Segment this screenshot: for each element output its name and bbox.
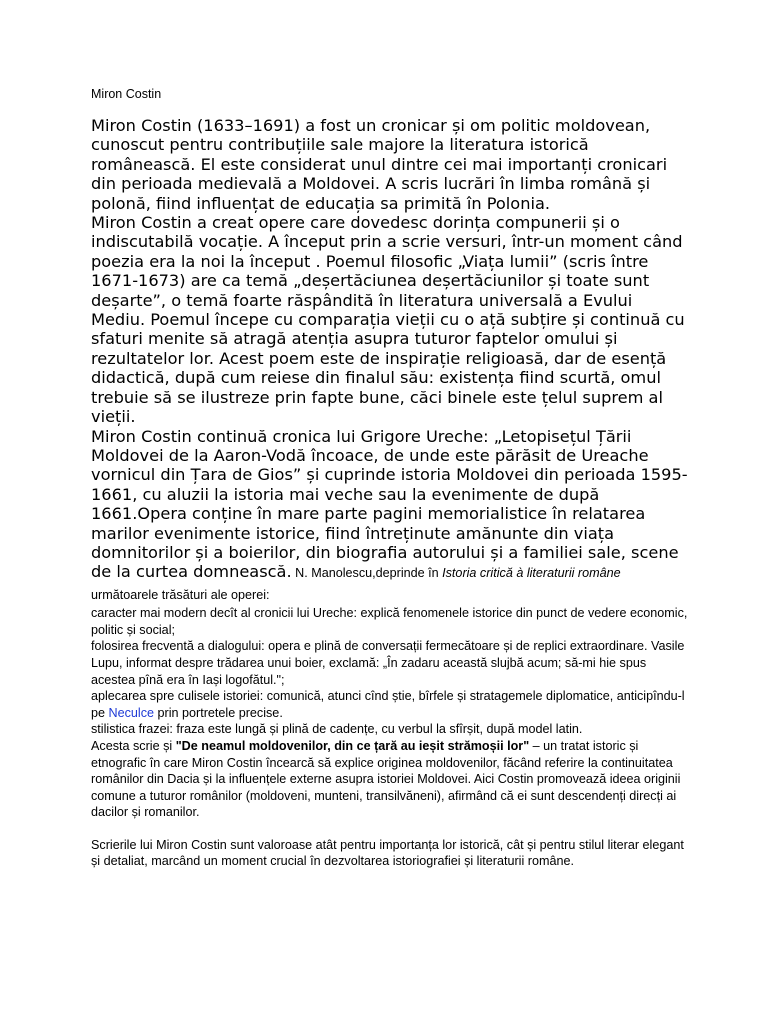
intro-paragraph: Miron Costin (1633–1691) a fost un cronicar și om politic moldovean, cunoscut pentru contribuțiile sale majore la literatura istorică românească. El este considerat unul dintre cei mai importanți cronicari din perioada medievală a Moldovei. A scris lucrări în limba română și polonă, fiind influențat de educația sa primită în Polonia. [91,116,668,213]
paragraph-spacer [91,821,691,837]
manolescu-end: următoarele trăsături ale operei: [91,587,270,602]
treatise-title: "De neamul moldovenilor, din ce țară au ieșit strămoșii lor" [175,738,530,753]
treatise-paragraph [91,738,691,821]
trait3-end: prin portretele precise. [154,705,283,720]
treatise-text: – un tratat istoric și etnografic în care Miron Costin încearcă să explice originea moldovenilor, făcând referire la continuitatea românilor din Dacia și la influențele externe asupra istoriei Moldovei. Aici Costin promovează ideea originii comune a tuturor românilor (moldoveni, munteni, transilvăneni), afirmând că ei sunt descendenți direcți ai dacilor și romanilor. [91,738,681,820]
trait-item: folosirea frecventă a dialogului: opera e plină de conversații fermecătoare și de replici extraordinare. Vasile Lupu, informat despre trădarea unui boier, exclamă: „În zadaru această slujbă acum; să-mi hie spus acestea pînă era în Iași logofătul."; [91,639,685,687]
document-page [91,86,691,870]
document-title: Miron Costin [91,87,162,101]
trait3-text: aplecarea spre culisele istoriei: comunică, atunci cînd știe, bîrfele și stratagemele diplomatice, anticipîndu-l pe [91,689,685,720]
trait-item [91,688,691,721]
traits-list [91,605,691,870]
chronicle-text: Miron Costin continuă cronica lui Grigore Ureche: „Letopisețul Țării Moldovei de la Aaron-Vodă încoace, de unde este părăsit de Ureache vornicul din Țara de Gios” și cuprinde istoria Moldovei din perioada 1595-1661, cu aluzii la istoria mai veche sau la evenimente de după 1661.Opera conține în mare parte pagini memorialistice în relatarea marilor evenimente istorice, fiind întreținute amănunte din viața domnitorilor și a boierilor, din biografia autorului și a familiei sale, scene de la curtea domnească. [91,426,688,582]
trait-item: caracter mai modern decît al cronicii lui Ureche: explică fenomenele istorice din punct de vedere economic, politic și social; [91,606,688,637]
manolescu-intro: N. Manolescu,deprinde în [291,566,443,581]
conclusion-paragraph: Scrierile lui Miron Costin sunt valoroase atât pentru importanța lor istorică, cât și pentru stilul literar elegant și detaliat, marcând un moment crucial în dezvoltarea istoriografiei și literaturii române. [91,837,684,869]
poem-paragraph: Miron Costin a creat opere care dovedesc dorința compunerii și o indiscutabilă vocație. A început prin a scrie versuri, într-un moment când poezia era la noi la început . Poemul filosofic „Viața lumii” (scris între 1671-1673) are ca temă „deșertăciunea deșertăciunilor și toate sunt deșarte”, o temă foarte răspândită în literatura universală a Evului Mediu. Poemul începe cu comparația vieții cu o ață subțire și continuă cu sfaturi menite să atragă atenția asupra tuturor faptelor omului și rezultatelor lor. Acest poem este de inspirație religioasă, dar de esență didactică, după cum reiese din finalul său: existența fiind scurtă, omul trebuie să se ilustreze prin fapte bune, căci binele este țelul suprem al vieții. [91,213,685,427]
book-title: Istoria critică à literaturii române [442,566,621,581]
trait-item: stilistica frazei: fraza este lungă și plină de cadențe, cu verbul la sfîrșit, după model latin. [91,722,583,737]
neculce-link[interactable]: Neculce [108,705,155,720]
main-text [91,116,691,605]
chronicle-paragraph [91,427,691,606]
treatise-intro: Acesta scrie și [91,738,176,753]
